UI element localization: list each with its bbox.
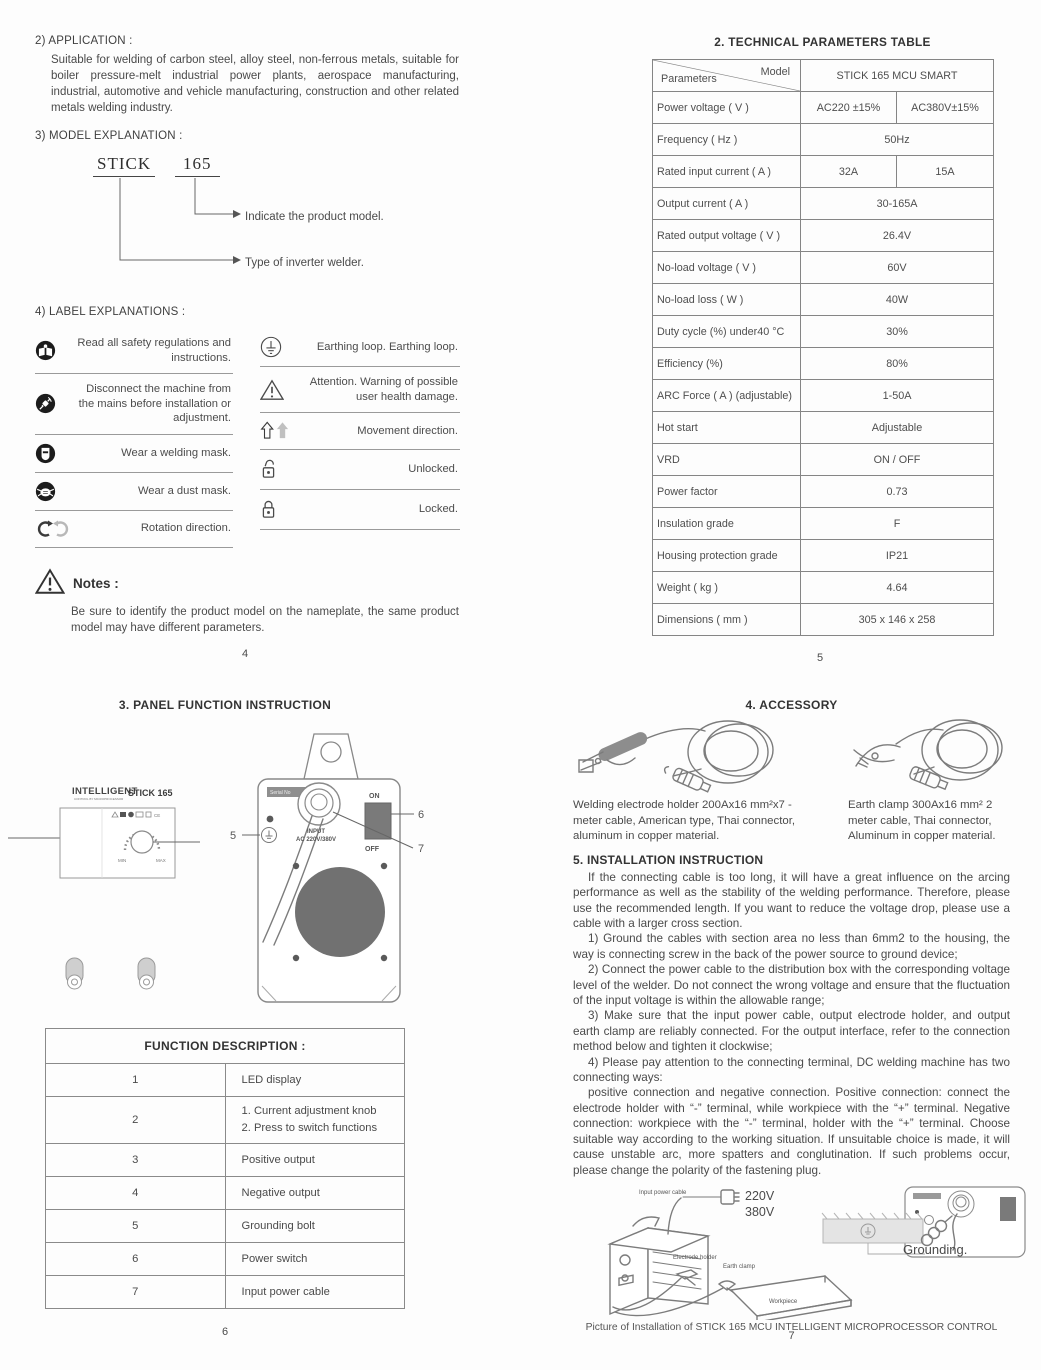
disconnect-mains-icon	[35, 393, 71, 414]
function-description	[225, 1210, 405, 1243]
power-plug-icon	[683, 1190, 739, 1204]
tech-param-value: 80%	[801, 348, 994, 380]
input-cable-gland	[298, 783, 340, 825]
tech-param-label: Weight ( kg )	[653, 572, 801, 604]
input-power-cable-label: Input power cable	[639, 1189, 687, 1196]
tech-param-value: 50Hz	[801, 124, 994, 156]
tech-param-label: Dimensions ( mm )	[653, 604, 801, 636]
installation-figure	[573, 1182, 1010, 1322]
function-row	[46, 1177, 405, 1210]
label-row	[260, 490, 460, 530]
earthing-loop-icon	[260, 336, 296, 358]
tech-param-label: Power factor	[653, 476, 801, 508]
rotation-direction-icon	[35, 519, 71, 539]
function-description-line: 2. Press to switch functions	[241, 1122, 378, 1134]
label-text: Unlocked.	[408, 463, 458, 476]
label-row	[35, 511, 233, 548]
function-table-body	[46, 1064, 405, 1309]
notes-title: Notes :	[73, 576, 119, 591]
page-number-6: 6	[221, 1326, 229, 1338]
power-switch-image	[365, 803, 391, 839]
grounding-figure	[822, 1187, 1025, 1257]
label-text: Locked.	[418, 503, 458, 516]
tech-table-title: 2. TECHNICAL PARAMETERS TABLE	[714, 35, 931, 49]
grounding-label: Grounding.	[903, 1241, 968, 1257]
tech-param-label: No-load voltage ( V )	[653, 252, 801, 284]
tech-row	[653, 124, 994, 156]
application-heading: 2) APPLICATION :	[35, 35, 133, 47]
label-text: Wear a dust mask.	[137, 484, 231, 497]
notes-block	[35, 568, 505, 636]
tech-param-label: Duty cycle (%) under40 °C	[653, 316, 801, 348]
label-row	[260, 450, 460, 490]
function-row	[46, 1144, 405, 1177]
installation-paragraph: 3) Make sure that the input power cable, output electrode holder, and output earth clamp are reliably connected. For the output interface, refer to the connection method below and tighten it clockwise;	[573, 1009, 1010, 1054]
tech-row	[653, 252, 994, 284]
tech-row	[653, 572, 994, 604]
label-text: Disconnect the machine from the mains before installation or adjustment.	[78, 383, 231, 424]
knob-min-label: MIN	[118, 858, 127, 863]
application-body: Suitable for welding of carbon steel, alloy steel, non-ferrous metals, suitable for boiler pressure-melt industrial power plants, aerospace manufacturing, industrial, automotive and vehicle manufacturing, construction and other related metals welding industry.	[51, 54, 459, 114]
label-text: Wear a welding mask.	[121, 446, 231, 459]
installation-paragraph: 2) Connect the power cable to the distribution box with the corresponding voltage level of the welder. Do not connect the wrong voltage and ensure that the fluctuation of the input voltage is within the allowable range;	[573, 963, 1010, 1008]
earth-clamp-label: Earth clamp	[723, 1263, 756, 1270]
tech-row	[653, 156, 994, 188]
tech-table-body	[653, 60, 994, 636]
tech-row	[653, 284, 994, 316]
movement-direction-icon	[260, 421, 296, 441]
knob-max-label: MAX	[156, 858, 166, 863]
function-table-title: FUNCTION DESCRIPTION :	[46, 1029, 405, 1064]
input-label-line1: INPUT	[307, 829, 325, 835]
page-5	[570, 35, 1030, 636]
model-explanation-heading: 3) MODEL EXPLANATION :	[35, 130, 183, 142]
accessory-section	[573, 714, 1010, 845]
tech-param-value: 15A	[897, 156, 994, 188]
tech-row	[653, 348, 994, 380]
function-number: 5	[46, 1210, 226, 1243]
installation-title: 5. INSTALLATION INSTRUCTION	[573, 852, 764, 867]
tech-param-value: Adjustable	[801, 412, 994, 444]
welding-mask-icon	[35, 443, 71, 464]
tech-header-parameters-label: Parameters	[661, 73, 717, 85]
tech-row	[653, 316, 994, 348]
power-off-label: OFF	[365, 846, 379, 853]
tech-header-diagonal-cell	[653, 60, 801, 92]
workpiece-image	[731, 1276, 851, 1320]
function-row	[46, 1210, 405, 1243]
tech-param-label: Housing protection grade	[653, 540, 801, 572]
function-number: 6	[46, 1243, 226, 1276]
front-panel-image	[8, 786, 200, 878]
tech-param-value: 30%	[801, 316, 994, 348]
label-explanations-heading: 4) LABEL EXPLANATIONS :	[35, 306, 186, 318]
front-panel-brand-sub: CONTROL BY MICROPROCESSOR	[74, 797, 124, 801]
voltage-220-label: 220V	[745, 1188, 775, 1203]
tech-param-value: 60V	[801, 252, 994, 284]
tech-param-label: Power voltage ( V )	[653, 92, 801, 124]
function-description	[225, 1097, 405, 1144]
tech-row	[653, 540, 994, 572]
callout-7: 7	[418, 843, 425, 855]
function-row	[46, 1243, 405, 1276]
panel-diagrams	[0, 690, 520, 1020]
function-description-table	[45, 1028, 405, 1309]
function-description-line: LED display	[241, 1073, 302, 1086]
label-explanations	[35, 328, 505, 548]
callout-5: 5	[230, 830, 237, 842]
attention-warning-icon	[260, 379, 296, 401]
page-number-5: 5	[816, 652, 824, 664]
label-row	[260, 413, 460, 450]
earth-clamp-caption: Earth clamp 300Ax16 mm² 2 meter cable, Thai connector, Aluminum in copper material.	[848, 799, 996, 843]
label-text: Attention. Warning of possible user health damage.	[309, 376, 458, 403]
function-description-line: Negative output	[241, 1186, 320, 1199]
notes-body: Be sure to identify the product model on the nameplate, the same product model may have different parameters.	[71, 605, 459, 634]
serial-number-label: Serial No	[270, 790, 291, 796]
installation-paragraph: If the connecting cable is too long, it will have a great influence on the arcing performance as well as the stability of the welding performance. Therefore, please use the recommended length. If you want to reduce the voltage drop, please use a cable with a larger cross section.	[573, 870, 1010, 930]
function-number: 7	[46, 1276, 226, 1309]
labels-col-right	[260, 328, 460, 548]
function-row	[46, 1097, 405, 1144]
output-connectors-image	[66, 958, 155, 989]
installation-paragraph: positive connection and negative connection. Positive connection: connect the electrode holder with “-” terminal, while workpiece with the “+” terminal. Negative connection: workpiece with the “-” terminal, holder with the “+” terminal. Choose suitable way according to the working situation. If unsuitable choice is made, it will cause unstable arc, more spatters and conglutination. If such problems occur, please change the polarity of the fastening plug.	[573, 1086, 1010, 1177]
function-number: 4	[46, 1177, 226, 1210]
technical-parameters-table	[652, 59, 994, 636]
tech-param-value: ON / OFF	[801, 444, 994, 476]
function-number: 2	[46, 1097, 226, 1144]
electrode-holder-image	[573, 714, 816, 796]
tech-param-label: Rated input current ( A )	[653, 156, 801, 188]
front-panel-model: STICK 165	[128, 788, 173, 798]
earth-clamp-image	[848, 714, 1016, 796]
page-4	[35, 35, 505, 636]
tech-param-value: 0.73	[801, 476, 994, 508]
function-number: 1	[46, 1064, 226, 1097]
label-row	[260, 328, 460, 367]
tech-param-label: VRD	[653, 444, 801, 476]
label-text: Read all safety regulations and instructions.	[77, 337, 231, 364]
tech-param-label: Frequency ( Hz )	[653, 124, 801, 156]
label-row	[35, 374, 233, 435]
front-panel-brand: INTELLIGENT	[72, 786, 138, 797]
function-description-line: Positive output	[241, 1153, 315, 1166]
workpiece-label: Workpiece	[769, 1298, 798, 1305]
tech-param-label: Rated output voltage ( V )	[653, 220, 801, 252]
input-label-line2: AC 220V/380V	[296, 837, 337, 843]
ce-mark: CE	[154, 813, 161, 818]
function-description-line: 1. Current adjustment knob	[241, 1105, 377, 1117]
label-row	[35, 473, 233, 511]
label-row	[260, 367, 460, 413]
tech-param-value: IP21	[801, 540, 994, 572]
fan-image	[295, 867, 385, 957]
label-row	[35, 435, 233, 473]
function-description	[225, 1177, 405, 1210]
tech-param-label: No-load loss ( W )	[653, 284, 801, 316]
installation-figure-caption: Picture of Installation of STICK 165 MCU INTELLIGENT MICROPROCESSOR CONTROL	[585, 1321, 998, 1333]
tech-param-label: Output current ( A )	[653, 188, 801, 220]
labels-col-left	[35, 328, 233, 548]
locked-icon	[260, 498, 296, 521]
tech-row	[653, 92, 994, 124]
rear-panel-image	[230, 734, 424, 1002]
tech-row	[653, 188, 994, 220]
tech-param-value: 305 x 146 x 258	[801, 604, 994, 636]
function-description	[225, 1144, 405, 1177]
tech-row	[653, 604, 994, 636]
label-row	[35, 328, 233, 374]
label-text: Earthing loop. Earthing loop.	[316, 340, 458, 353]
function-description-line: Power switch	[241, 1252, 308, 1265]
model-callout-type: Type of inverter welder.	[245, 257, 364, 269]
tech-row	[653, 508, 994, 540]
function-description	[225, 1064, 405, 1097]
page-number-7: 7	[788, 1330, 795, 1342]
page-7	[573, 690, 1010, 1343]
electrode-holder-caption: Welding electrode holder 200Ax16 mm²x7 -meter cable, American type, Thai connector, aluminum in copper material.	[573, 799, 796, 843]
function-table-header-row	[46, 1029, 405, 1064]
model-explanation-diagram	[35, 148, 505, 306]
tech-param-label: ARC Force ( A ) (adjustable)	[653, 380, 801, 412]
tech-header-model-label: Model	[760, 66, 790, 78]
tech-row	[653, 412, 994, 444]
tech-param-value: AC380V±15%	[897, 92, 994, 124]
tech-param-value: 30-165A	[801, 188, 994, 220]
tech-row	[653, 476, 994, 508]
function-row	[46, 1276, 405, 1309]
function-description-line: Input power cable	[241, 1285, 330, 1298]
voltage-380-label: 380V	[745, 1204, 775, 1219]
indicator-dot	[267, 816, 274, 823]
tech-header-model-value: STICK 165 MCU SMART	[801, 60, 994, 92]
accessory-title: 4. ACCESSORY	[745, 698, 838, 712]
function-row	[46, 1064, 405, 1097]
callout-6: 6	[418, 809, 425, 821]
tech-row	[653, 220, 994, 252]
dust-mask-icon	[35, 481, 71, 502]
tech-param-label: Insulation grade	[653, 508, 801, 540]
installation-paragraphs	[573, 870, 1010, 1178]
function-description	[225, 1276, 405, 1309]
label-text: Rotation direction.	[140, 522, 231, 535]
tech-param-value: AC220 ±15%	[801, 92, 897, 124]
power-on-label: ON	[369, 793, 380, 800]
tech-param-label: Hot start	[653, 412, 801, 444]
tech-param-value: 26.4V	[801, 220, 994, 252]
model-number: 165	[175, 154, 220, 177]
panel-function-title: 3. PANEL FUNCTION INSTRUCTION	[118, 698, 332, 712]
electrode-holder-label: Electrode holder	[673, 1254, 717, 1261]
function-description	[225, 1243, 405, 1276]
tech-row	[653, 380, 994, 412]
tech-param-value: F	[801, 508, 994, 540]
tech-row	[653, 444, 994, 476]
read-safety-icon	[35, 340, 71, 361]
model-brand: STICK	[93, 154, 155, 177]
model-callout-product: Indicate the product model.	[245, 211, 384, 223]
unlocked-icon	[260, 458, 296, 481]
tech-param-value: 40W	[801, 284, 994, 316]
installation-paragraph: 1) Ground the cables with section area no less than 6mm2 to the housing, the way is connecting screw in the back of the power source to ground device;	[573, 932, 1010, 961]
installation-paragraph: 4) Please pay attention to the connecting terminal, DC welding machine has two connecting ways:	[573, 1055, 1010, 1085]
tech-param-label: Efficiency (%)	[653, 348, 801, 380]
notes-warning-icon	[35, 568, 65, 600]
function-number: 3	[46, 1144, 226, 1177]
label-text: Movement direction.	[357, 424, 458, 437]
tech-param-value: 1-50A	[801, 380, 994, 412]
function-description-line: Grounding bolt	[241, 1219, 315, 1232]
tech-param-value: 32A	[801, 156, 897, 188]
page-number-4: 4	[241, 648, 249, 660]
tech-param-value: 4.64	[801, 572, 994, 604]
tech-header-row	[653, 60, 994, 92]
